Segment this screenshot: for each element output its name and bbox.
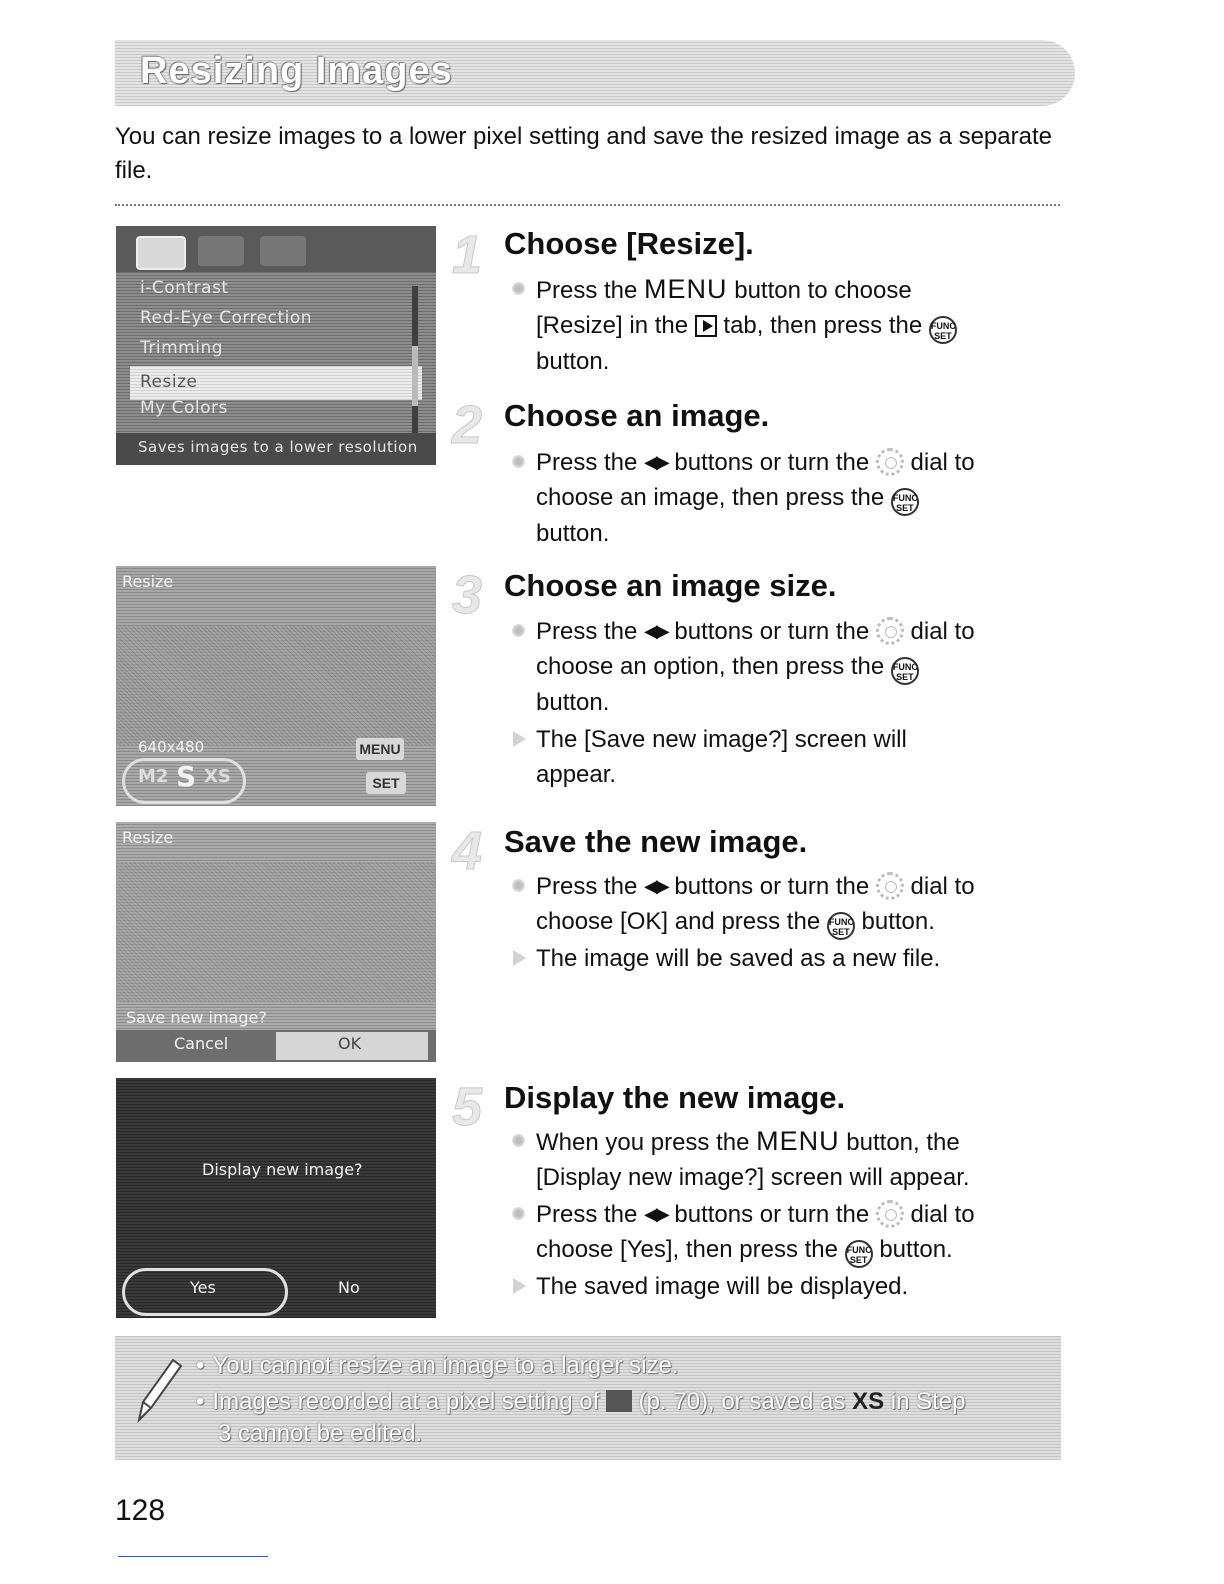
menu-screen-image — [116, 226, 436, 465]
step-number: 5 — [452, 1077, 483, 1137]
menu-item: Trimming — [140, 338, 224, 358]
note-item: • Images recorded at a pixel setting of (p. 70), or saved as XS in Step — [196, 1388, 966, 1415]
settings-tab-icon — [260, 236, 306, 266]
result-arrow-icon — [513, 1278, 526, 1294]
step-heading: Choose an image. — [504, 398, 770, 433]
menu-tab-bar — [116, 226, 436, 272]
func-set-icon: FUNC SET — [891, 657, 919, 685]
bullet-icon — [512, 1207, 525, 1220]
left-right-arrows-icon: ◀▶ — [644, 621, 668, 641]
page-number: 128 — [115, 1494, 166, 1527]
step-number: 2 — [452, 395, 483, 455]
page-footer-line — [118, 1556, 268, 1557]
print-tab-icon — [198, 236, 244, 266]
left-right-arrows-icon: ◀▶ — [644, 452, 668, 472]
save-screen-title: Resize — [122, 828, 174, 847]
menu-item: My Colors — [140, 398, 228, 418]
pixel-setting-w-icon — [606, 1390, 632, 1412]
step-result: The [Save new image?] screen will appear. — [512, 722, 962, 792]
photo-background — [116, 862, 436, 1002]
xs-size-icon: XS — [852, 1388, 885, 1415]
intro-text: You can resize images to a lower pixel setting and save the resized image as a separate file. — [115, 123, 1052, 184]
no-option: No — [338, 1278, 360, 1297]
result-arrow-icon — [513, 731, 526, 747]
func-set-icon: FUNC SET — [827, 912, 855, 940]
func-set-icon: FUNC SET — [891, 488, 919, 516]
display-prompt: Display new image? — [202, 1160, 363, 1179]
menu-item: i-Contrast — [140, 278, 229, 298]
step-number: 1 — [452, 225, 483, 285]
func-set-icon: FUNC SET — [929, 316, 957, 344]
divider — [115, 204, 1060, 206]
ok-option: OK — [338, 1034, 362, 1053]
step-item: Press the ◀▶ buttons or turn the dial to choose [Yes], then press the FUNC SET button. — [512, 1197, 1072, 1268]
control-dial-icon — [876, 1200, 904, 1228]
menu-scroll-thumb — [412, 346, 418, 406]
step-item: Press the ◀▶ buttons or turn the dial to choose an option, then press the FUNC SET button. — [512, 614, 1072, 720]
playback-tab-icon — [136, 236, 186, 270]
step-item: When you press the MENU button, the [Display new image?] screen will appear. — [512, 1124, 1072, 1195]
photo-background — [116, 626, 436, 746]
save-prompt: Save new image? — [126, 1008, 267, 1027]
control-dial-icon — [876, 872, 904, 900]
menu-item-selected: Resize — [140, 372, 198, 392]
result-arrow-icon — [513, 950, 526, 966]
display-screen-image — [116, 1078, 436, 1318]
resolution-label: 640x480 — [138, 738, 205, 756]
bullet-icon — [512, 1134, 525, 1147]
left-right-arrows-icon: ◀▶ — [644, 876, 668, 896]
bullet-icon — [512, 282, 525, 295]
note-item-continued: 3 cannot be edited. — [218, 1420, 423, 1447]
menu-hint-text: Saves images to a lower resolution — [138, 438, 418, 456]
step-item: Press the ◀▶ buttons or turn the dial to choose an image, then press the FUNC SET button. — [512, 445, 1072, 551]
bullet-icon — [512, 879, 525, 892]
bullet-icon — [512, 455, 525, 468]
left-right-arrows-icon: ◀▶ — [644, 1204, 668, 1224]
menu-button-label: MENU — [756, 1126, 840, 1156]
step-item: Press the ◀▶ buttons or turn the dial to choose [OK] and press the FUNC SET button. — [512, 869, 1072, 940]
step-heading: Choose [Resize]. — [504, 226, 754, 261]
size-option-m2: M2 — [138, 766, 169, 787]
menu-item: Red-Eye Correction — [140, 308, 313, 328]
step-result: The saved image will be displayed. — [512, 1269, 1072, 1304]
save-screen-image — [116, 822, 436, 1062]
playback-icon — [695, 315, 717, 337]
func-set-icon: FUNC SET — [845, 1240, 873, 1268]
size-option-xs: XS — [204, 766, 231, 787]
resize-screen-title: Resize — [122, 572, 174, 591]
step-item: Press the MENU button to choose [Resize] in the tab, then press the FUNC SET button. — [512, 272, 1072, 379]
resize-screen-image — [116, 566, 436, 806]
page-title: Resizing Images — [140, 50, 453, 92]
step-heading: Save the new image. — [504, 824, 808, 859]
control-dial-icon — [876, 448, 904, 476]
bullet-icon — [512, 624, 525, 637]
menu-button-icon: MENU — [356, 738, 404, 760]
step-result: The image will be saved as a new file. — [512, 941, 1072, 976]
cancel-option: Cancel — [174, 1034, 229, 1053]
size-option-s: S — [176, 760, 197, 793]
pencil-icon — [133, 1354, 183, 1426]
step-heading: Display the new image. — [504, 1080, 846, 1115]
step-number: 4 — [452, 821, 483, 881]
step-heading: Choose an image size. — [504, 568, 837, 603]
control-dial-icon — [876, 617, 904, 645]
menu-button-label: MENU — [644, 274, 728, 304]
set-button-icon: SET — [366, 772, 406, 794]
note-item: • You cannot resize an image to a larger size. — [196, 1352, 679, 1379]
step-number: 3 — [452, 565, 483, 625]
yes-option: Yes — [190, 1278, 216, 1297]
